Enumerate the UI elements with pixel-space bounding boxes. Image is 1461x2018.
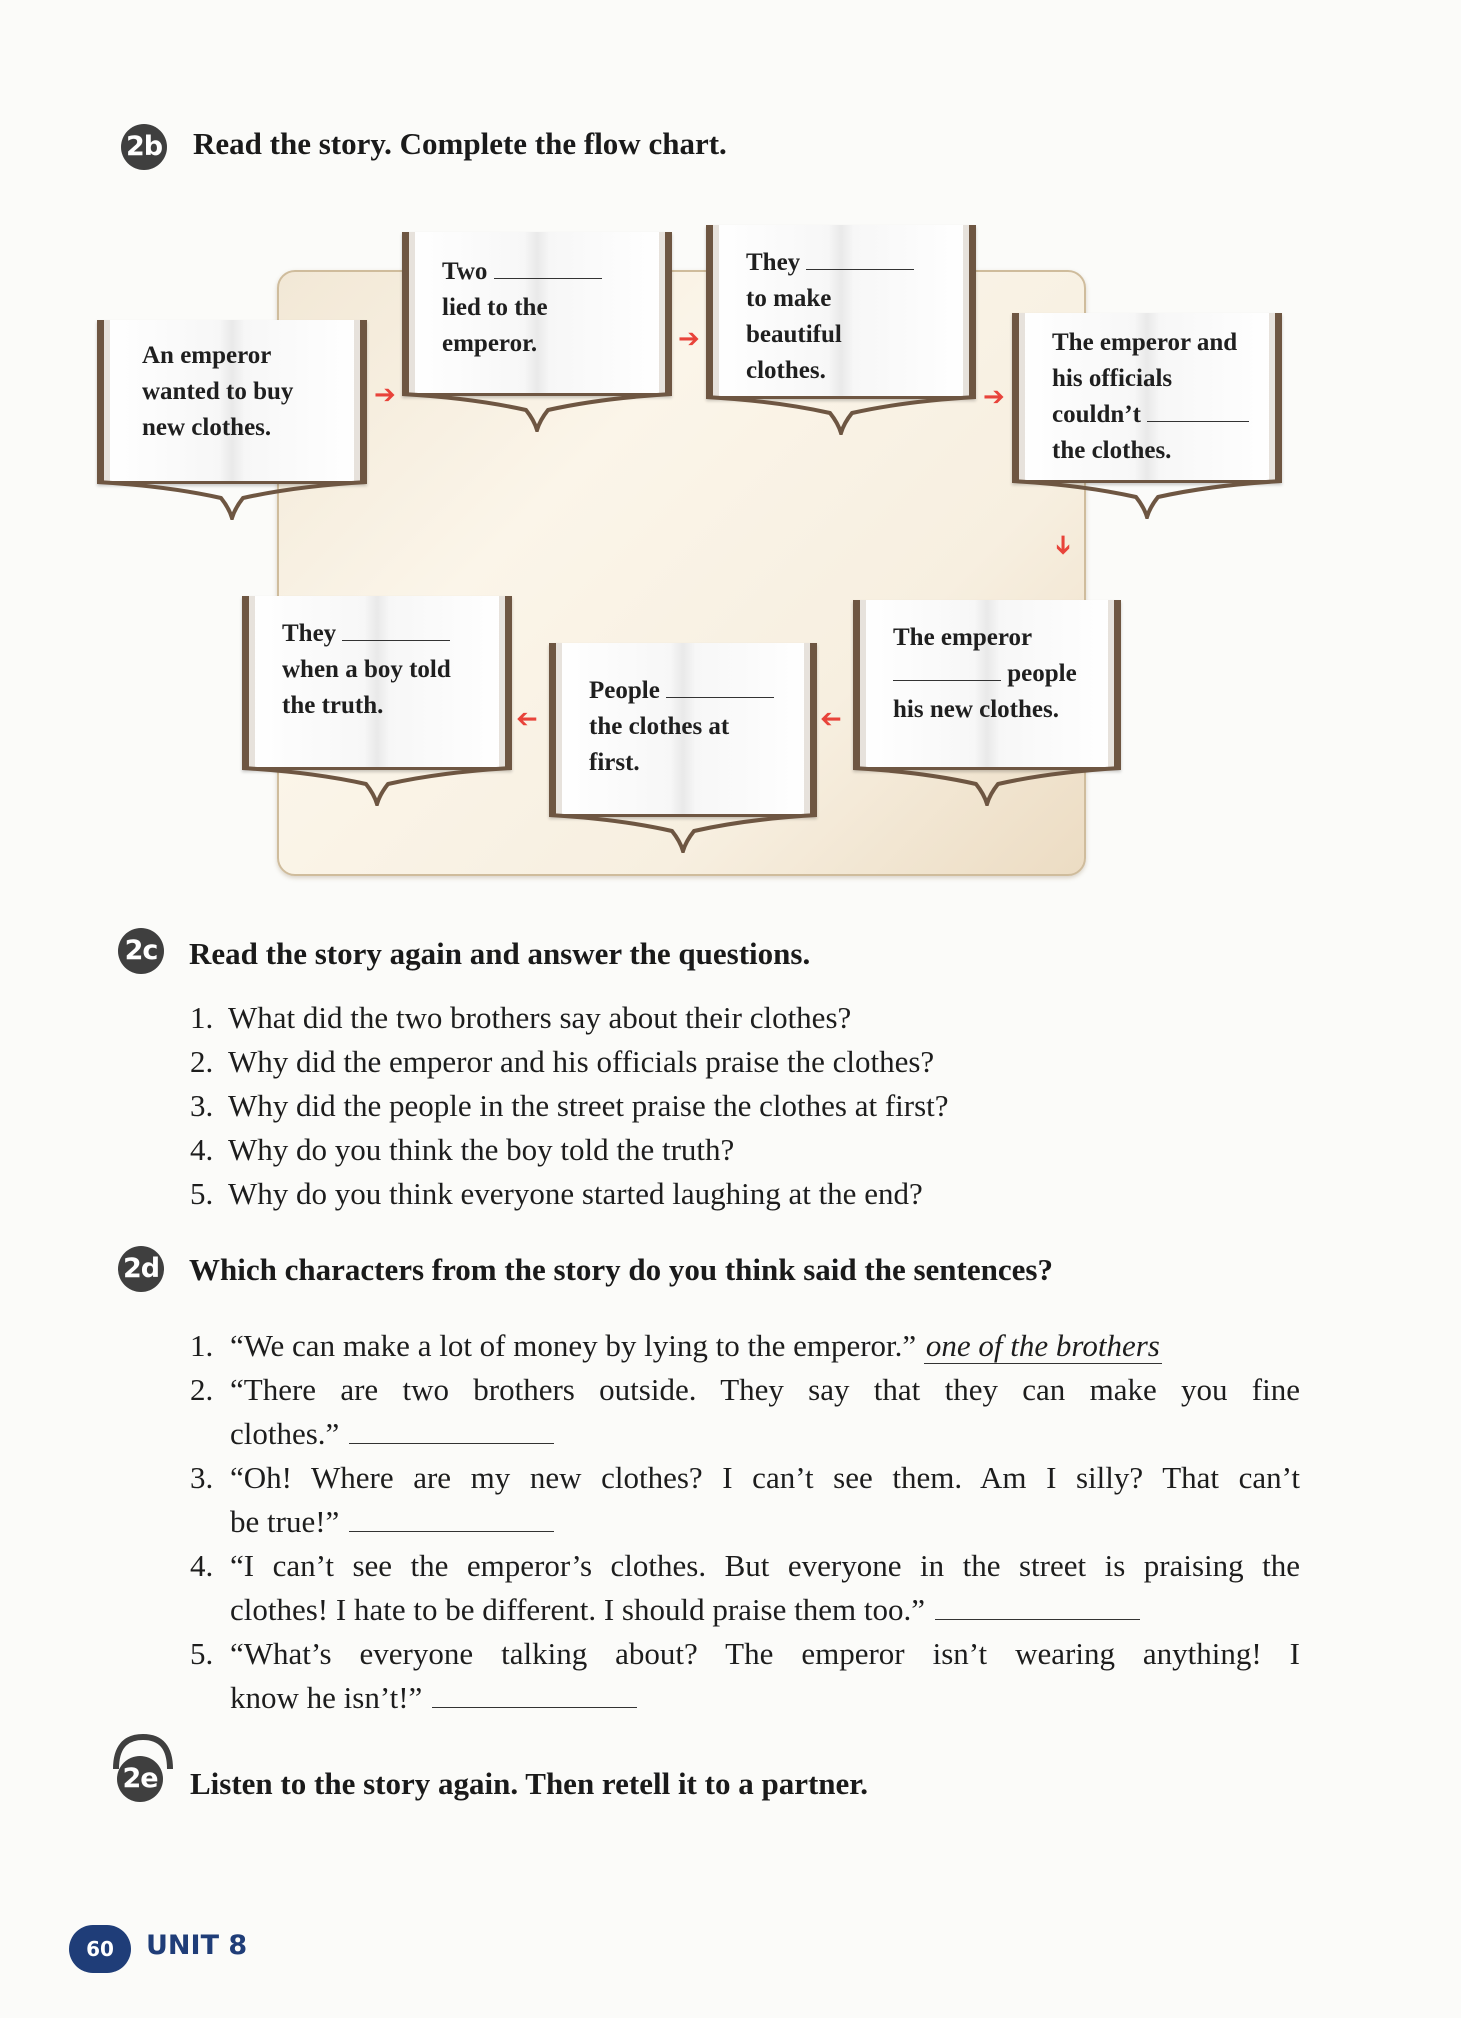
- flow-box-3-line-3: beautiful: [746, 321, 842, 348]
- flow-box-2-line-3: emperor.: [442, 330, 538, 357]
- flow-box-3-blank[interactable]: [806, 247, 914, 270]
- flow-box-6-line-1: People: [589, 677, 660, 704]
- flow-box-1-line-3: new clothes.: [142, 414, 272, 441]
- flow-box-3-line-4: clothes.: [746, 357, 826, 384]
- flow-box-5-line-3: his new clothes.: [893, 696, 1059, 723]
- flow-box-3: [706, 225, 976, 435]
- page-number: 60: [69, 1925, 131, 1973]
- section-title-2c: Read the story again and answer the questions.: [189, 936, 811, 971]
- red-arrow-icon: ➔: [820, 704, 842, 734]
- red-arrow-icon: ➔: [1047, 534, 1078, 556]
- flow-box-6-line-2: the clothes at: [589, 713, 730, 740]
- flow-box-5-blank[interactable]: [893, 658, 1001, 681]
- section-badge-2b: 2b: [121, 124, 167, 170]
- flow-box-5: [853, 600, 1121, 806]
- flow-box-7-blank[interactable]: [342, 618, 450, 641]
- unit-label: UNIT 8: [146, 1930, 248, 1961]
- questions-list: [190, 996, 949, 1216]
- section-title-2d: Which characters from the story do you think said the sentences?: [189, 1252, 1053, 1287]
- section-badge-2d: 2d: [118, 1246, 164, 1292]
- flow-box-4-blank[interactable]: [1147, 399, 1249, 422]
- answer-blank-3[interactable]: [349, 1505, 554, 1532]
- section-badge-2e: 2e: [117, 1756, 163, 1802]
- flow-box-4-line-4: the clothes.: [1052, 437, 1172, 464]
- list-item: 3. Why did the people in the street praise the clothes at first?: [190, 1088, 949, 1123]
- list-item: 5. “What’s everyone talking about? The emperor isn’t wearing anything! I know he isn’t!”: [190, 1636, 1300, 1715]
- red-arrow-icon: ➔: [516, 704, 538, 734]
- sample-answer: one of the brothers: [925, 1328, 1160, 1363]
- flow-box-7-line-1: They: [282, 620, 337, 647]
- list-item: 2. “There are two brothers outside. They say that they can make you fine clothes.”: [190, 1372, 1300, 1451]
- flow-box-7-line-2: when a boy told: [282, 656, 451, 683]
- list-item: 3. “Oh! Where are my new clothes? I can’t see them. Am I silly? That can’t be true!”: [190, 1460, 1300, 1539]
- answer-blank-4[interactable]: [935, 1593, 1140, 1620]
- flow-box-4-line-3: couldn’t: [1052, 401, 1141, 428]
- list-item: 1. What did the two brothers say about their clothes?: [190, 1000, 852, 1035]
- answer-blank-2[interactable]: [349, 1417, 554, 1444]
- flow-box-1: [97, 320, 367, 520]
- flow-box-2-line-2: lied to the: [442, 294, 548, 321]
- flow-box-5-line-1: The emperor: [893, 624, 1033, 651]
- list-item: 2. Why did the emperor and his officials praise the clothes?: [190, 1044, 935, 1079]
- red-arrow-icon: ➔: [678, 324, 700, 354]
- flow-box-4: [1012, 313, 1282, 519]
- section-badge-2c: 2c: [118, 928, 164, 974]
- red-arrow-icon: ➔: [374, 380, 396, 410]
- section-title-2b: Read the story. Complete the flow chart.: [193, 126, 727, 161]
- flow-box-6: [549, 643, 817, 853]
- flow-box-4-line-1: The emperor and: [1052, 329, 1238, 356]
- list-item: 1. “We can make a lot of money by lying to the emperor.” one of the brothers: [190, 1328, 1160, 1363]
- flow-box-7-line-3: the truth.: [282, 692, 384, 719]
- flow-box-3-line-1: They: [746, 249, 801, 276]
- flow-box-2: [402, 232, 672, 432]
- red-arrow-icon: ➔: [983, 382, 1005, 412]
- list-item: 5. Why do you think everyone started laughing at the end?: [190, 1176, 923, 1211]
- flow-box-6-line-3: first.: [589, 749, 640, 776]
- flow-box-4-line-2: his officials: [1052, 365, 1173, 392]
- flow-box-2-line-1: Two: [442, 258, 488, 285]
- list-item: 4. Why do you think the boy told the truth?: [190, 1132, 735, 1167]
- sentences-list: [190, 1324, 1300, 1720]
- flow-box-3-line-2: to make: [746, 285, 832, 312]
- list-item: 4. “I can’t see the emperor’s clothes. But everyone in the street is praising the clothes! I hate to be different. I should praise them too.”: [190, 1548, 1300, 1627]
- flow-box-1-line-2: wanted to buy: [142, 378, 294, 405]
- flow-box-5-line-2: people: [1007, 660, 1077, 687]
- answer-blank-5[interactable]: [432, 1681, 637, 1708]
- section-title-2e: Listen to the story again. Then retell it to a partner.: [190, 1766, 868, 1801]
- flow-box-6-blank[interactable]: [666, 675, 774, 698]
- flow-box-2-blank[interactable]: [494, 256, 602, 279]
- flow-box-1-line-1: An emperor: [142, 342, 272, 369]
- flow-box-7: [242, 596, 512, 806]
